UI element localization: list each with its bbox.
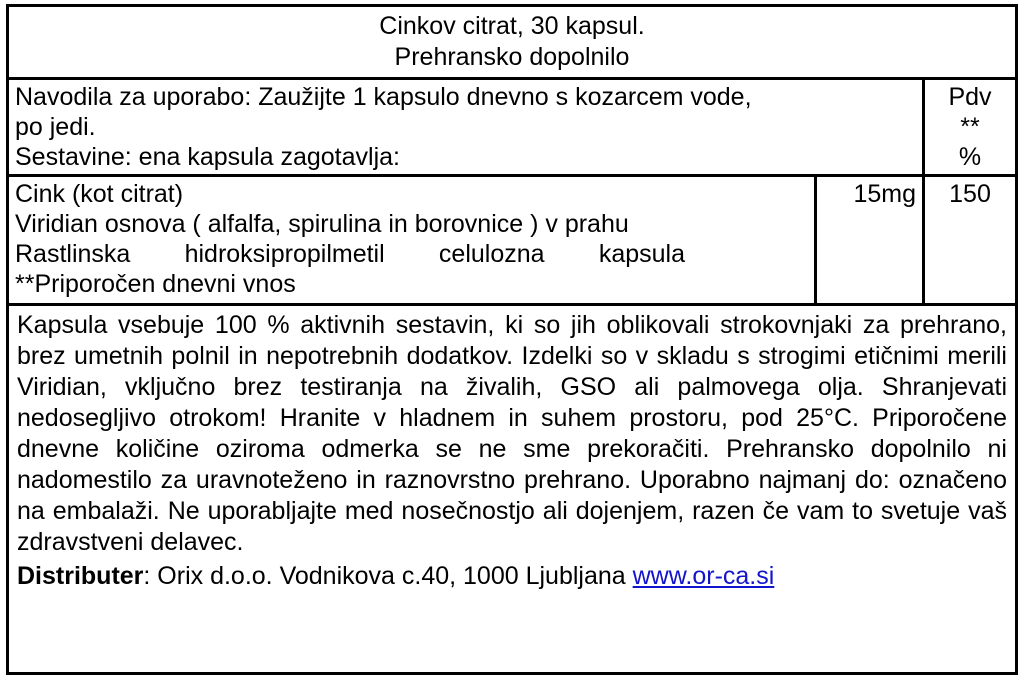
ingredient-pdv-value: 150 (949, 180, 991, 208)
pdv-header-label: Pdv (948, 83, 992, 111)
product-title-line-1: Cinkov citrat, 30 kapsul. (379, 12, 645, 40)
pdv-percent-symbol: % (958, 143, 982, 171)
directions-row (9, 80, 1015, 177)
ingredient-footnote: **Priporočen dnevni vnos (15, 270, 296, 298)
product-title-line-2: Prehransko dopolnilo (394, 43, 630, 71)
description-block (9, 306, 1015, 672)
ingredient-item: Cink (kot citrat) (15, 180, 184, 208)
ingredient-pdv-cell (925, 177, 1015, 303)
label-title-block (9, 7, 1015, 80)
ingredients-row (9, 177, 1015, 306)
ingredients-intro-line: Sestavine: ena kapsula zagotavlja: (15, 143, 400, 171)
directions-cell (9, 80, 925, 174)
ingredient-amount-value: 15mg (853, 180, 916, 208)
ingredient-amount-cell (817, 177, 925, 303)
pdv-asterisks: ** (960, 113, 980, 141)
distributor-line (17, 560, 1007, 592)
supplement-label (6, 4, 1018, 675)
ingredient-item: Rastlinska hidroksipropilmetil celulozna kapsula (15, 240, 685, 268)
distributor-address: : Orix d.o.o. Vodnikova c.40, 1000 Ljubljana (143, 562, 633, 590)
distributor-label: Distributer (17, 562, 144, 590)
description-text: Kapsula vsebuje 100 % aktivnih sestavin, ki so jih oblikovali strokovnjaki za prehrano, brez umetnih polnil in nepotrebnih dodatkov. Izdelki so v skladu s strogimi etičnimi merili Viridian, vključno brez testiranja na živalih, GSO ali palmovega olja. Shranjevati nedosegljivo otrokom! Hranite v hladnem in suhem prostoru, pod 25°C. Priporočene dnevne količine oziroma odmerka se ne sme prekoračiti. Prehransko dopolnilo ni nadomestilo za uravnoteženo in raznovrstno prehrano. Uporabno najmanj do: označeno na embalaži. Ne uporabljajte med nosečnostjo ali dojenjem, razen če vam to svetuje vaš zdravstveni delavec. (17, 311, 1007, 556)
ingredients-names-cell (9, 177, 817, 303)
directions-line-2: po jedi. (15, 113, 96, 141)
distributor-website-link[interactable]: www.or-ca.si (632, 562, 775, 590)
pdv-header-cell (925, 80, 1015, 174)
directions-line-1: Navodila za uporabo: Zaužijte 1 kapsulo dnevno s kozarcem vode, (15, 83, 752, 111)
ingredient-item: Viridian osnova ( alfalfa, spirulina in borovnice ) v prahu (15, 210, 629, 238)
